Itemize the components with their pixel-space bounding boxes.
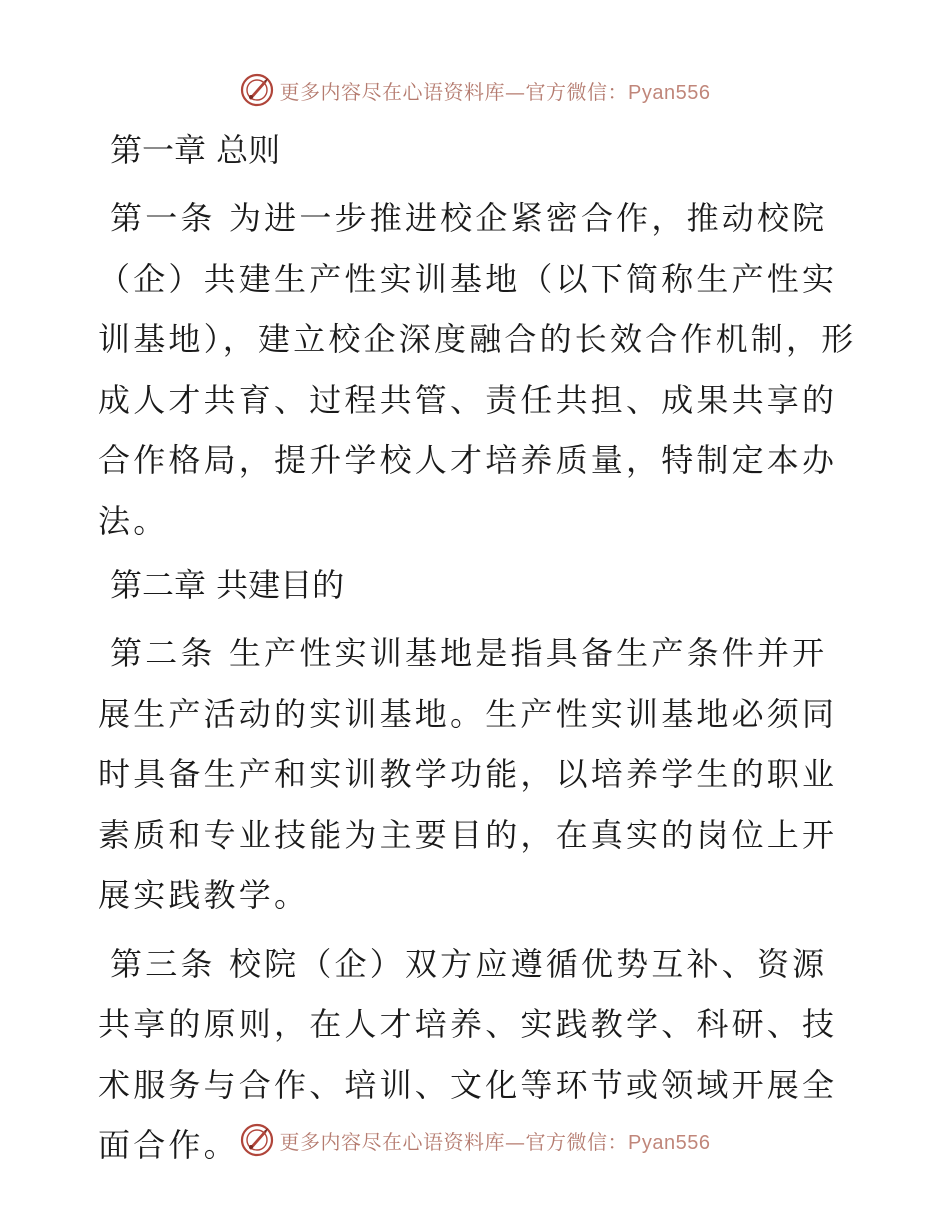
watermark-wechat-label: 官方微信： bbox=[525, 79, 629, 104]
quill-logo-icon bbox=[240, 73, 274, 107]
article-3-text: 第三条 校院（企）双方应遵循优势互补、资源共享的原则，在人才培养、实践教学、科研、技术服务与合作、培训、文化等环节或领域开展全面合作。 bbox=[98, 944, 838, 1164]
article-1-text: 第一条 为进一步推进校企紧密合作，推动校院（企）共建生产性实训基地（以下简称生产性实训基地），建立校企深度融合的长效合作机制，形成人才共育、过程共管、责任共担、成果共享的合作格局，提升学校人才培养质量，特制定本办法。 bbox=[98, 199, 857, 540]
watermark-dash: — bbox=[505, 79, 526, 104]
watermark-dash: — bbox=[505, 1129, 526, 1154]
watermark-main: 更多内容尽在心语资料库 bbox=[279, 1129, 506, 1154]
chapter-1-title: 第一章 总则 bbox=[110, 131, 281, 169]
footer-watermark bbox=[0, 1120, 950, 1160]
watermark-text bbox=[280, 76, 711, 105]
watermark-text bbox=[280, 1126, 711, 1155]
quill-logo-icon bbox=[240, 1123, 274, 1157]
article-2-text: 第二条 生产性实训基地是指具备生产条件并开展生产活动的实训基地。生产性实训基地必须同时具备生产和实训教学功能，以培养学生的职业素质和专业技能为主要目的，在真实的岗位上开展实践教学。 bbox=[98, 634, 838, 914]
header-watermark bbox=[0, 70, 950, 110]
document-body bbox=[98, 120, 858, 1176]
watermark-wechat-label: 官方微信： bbox=[525, 1129, 629, 1154]
watermark-wechat-id: Pyan556 bbox=[628, 1131, 711, 1154]
watermark-wechat-id: Pyan556 bbox=[628, 81, 711, 104]
chapter-2-title: 第二章 共建目的 bbox=[110, 566, 345, 604]
watermark-main: 更多内容尽在心语资料库 bbox=[279, 79, 506, 104]
